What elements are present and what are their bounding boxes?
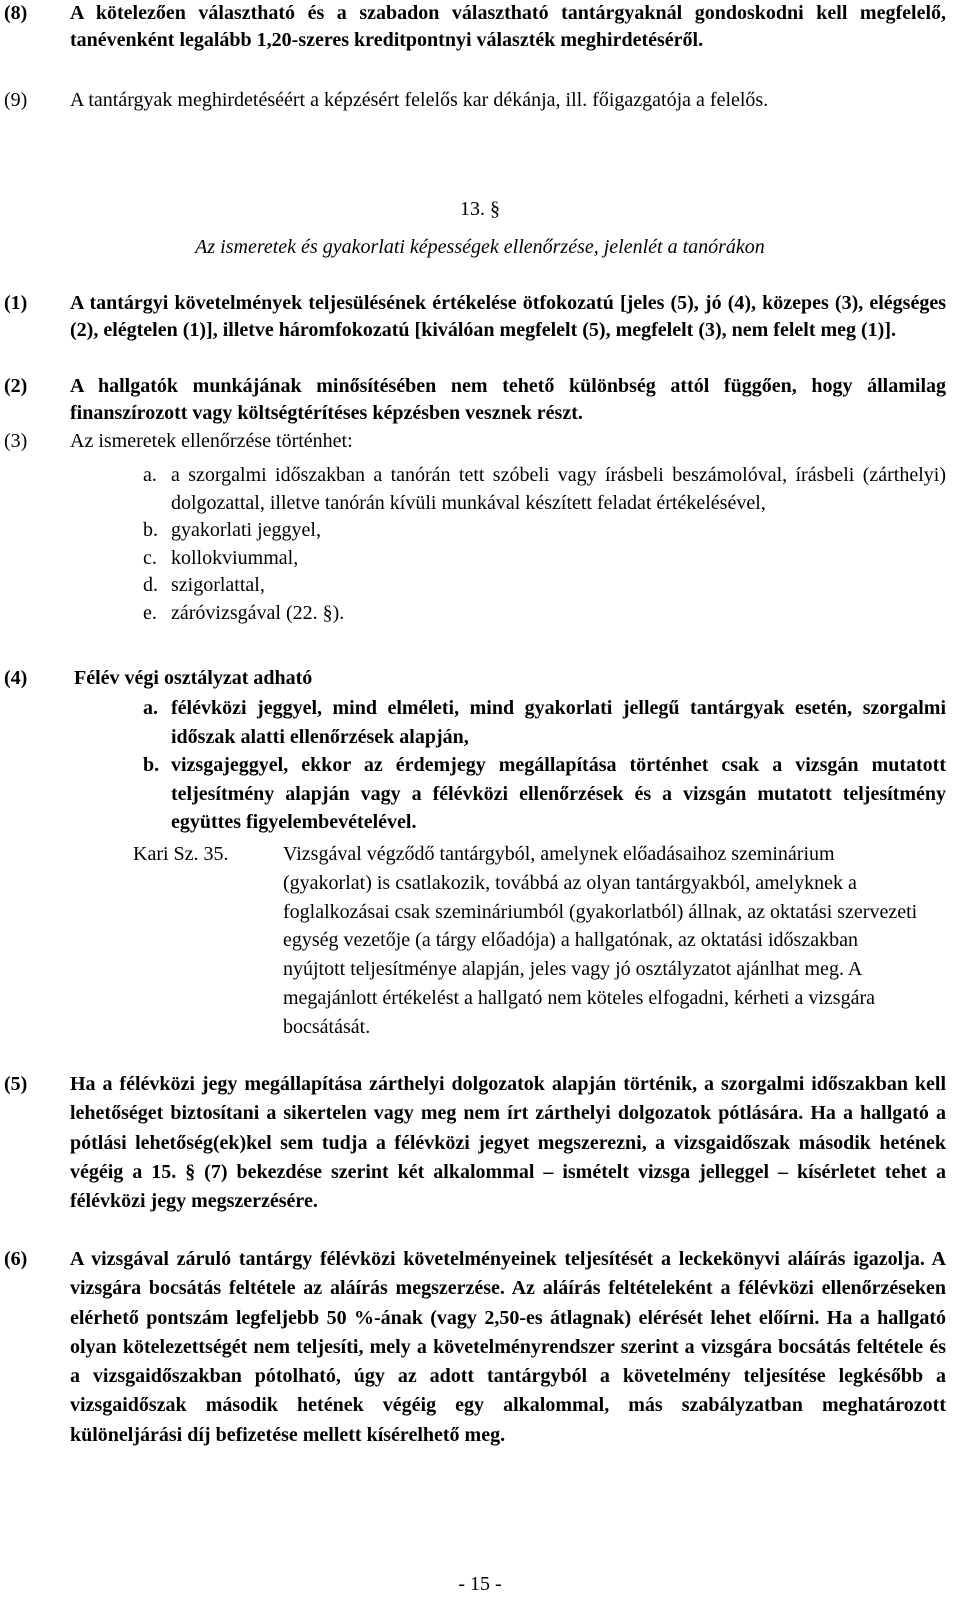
item-number: (6)	[4, 1248, 28, 1270]
paragraph-number: (9)	[4, 89, 28, 111]
paragraph-number: (8)	[4, 2, 28, 24]
paragraph-text: A tantárgyak meghirdetéséért a képzésért felelős kar dékánja, ill. főigazgatója a felelős.	[70, 89, 769, 111]
item-text: A hallgatók munkájának minősítésében nem tehető különbség attól függően, hogy államilag finanszírozott vagy költségtérítéses képzésben vesznek részt.	[70, 375, 946, 424]
item-5	[4, 1070, 946, 1216]
item-number: (4)	[4, 667, 28, 689]
note-text: Vizsgával végződő tantárgyból, amelynek előadásaihoz szeminárium (gyakorlat) is csatlakozik, továbbá az olyan tantárgyakból, amelyknek a foglalkozásai csak szemináriumból (gyakorlatból) állnak, az oktatási szervezeti egység vezetője (a tárgy előadója) a hallgatónak, az oktatási időszakban nyújtott teljesítménye alapján, jeles vagy jó osztályzatot ajánlhat meg. A megajánlott értékelést a hallgató nem köteles elfogadni, kérheti a vizsgára bocsátását.	[283, 843, 918, 1038]
item-3	[4, 428, 946, 455]
faculty-rule-note	[133, 840, 920, 1042]
note-label: Kari Sz. 35.	[133, 843, 229, 865]
list-letter: e.	[143, 601, 157, 624]
list-text: záróvizsgával (22. §).	[171, 601, 345, 624]
list-letter: a.	[143, 464, 157, 486]
list-item	[143, 572, 946, 600]
list-item	[143, 517, 946, 545]
section-heading	[0, 196, 960, 260]
paragraph-text: A kötelezően választható és a szabadon választható tantárgyaknál gondoskodni kell megfelelő, tanévenként legalább 1,20-szeres kreditpontnyi választék meghirdetéséről.	[70, 2, 946, 51]
list-letter: c.	[143, 546, 157, 569]
list-letter: b.	[143, 519, 158, 541]
list-text: gyakorlati jeggyel,	[171, 519, 321, 541]
item-number: (2)	[4, 375, 28, 397]
item-1	[4, 290, 946, 344]
list-item	[143, 462, 946, 517]
list-text: kollokviummal,	[171, 546, 299, 569]
list-item	[143, 751, 946, 837]
list-letter: b.	[143, 754, 160, 776]
list-letter: d.	[143, 574, 158, 596]
item-4	[4, 665, 946, 692]
item-3-sublist	[143, 462, 946, 627]
list-text: félévközi jeggyel, mind elméleti, mind gyakorlati jellegű tantárgyak esetén, szorgalmi időszak alatti ellenőrzések alapján,	[171, 697, 946, 748]
section-title: Az ismeretek és gyakorlati képességek ellenőrzése, jelenlét a tanórákon	[195, 236, 765, 258]
list-letter: a.	[143, 697, 158, 719]
page-number: - 15 -	[458, 1573, 502, 1595]
item-number: (3)	[4, 430, 28, 452]
item-number: (5)	[4, 1073, 28, 1095]
item-text: Félév végi osztályzat adható	[74, 667, 313, 689]
section-number: 13. §	[460, 198, 500, 220]
item-4-sublist	[143, 694, 946, 837]
list-item	[143, 694, 946, 751]
list-text: vizsgajeggyel, ekkor az érdemjegy megállapítása történhet csak a vizsgán mutatott teljesítmény alapján vagy a félévközi ellenőrzések és a vizsgán mutatott teljesítmény együttes figyelembevételével.	[171, 754, 946, 833]
list-text: a szorgalmi időszakban a tanórán tett szóbeli vagy írásbeli beszámolóval, írásbeli (zárthelyi) dolgozattal, illetve tanórán kívüli munkával készített feladat értékelésével,	[171, 464, 946, 514]
item-text: A vizsgával záruló tantárgy félévközi követelményeinek teljesítését a leckekönyvi aláírás igazolja. A vizsgára bocsátás feltétele az aláírás megszerzése. Az aláírás feltételeként a félévközi ellenőrzéseken elérhető pontszám legfeljebb 50 %-ának (vagy 2,50-es átlagnak) elérését lehet előírni. Ha a hallgató olyan kötelezettségét nem teljesíti, mely a követelményrendszer szerint a vizsgára bocsátás feltétele és a vizsgaidőszakban pótolható, úgy az adott tantárgyból a követelmény teljesítése legkésőbb a vizsgaidőszak második hetének végéig egy alkalommal, más szabályzatban meghatározott különeljárási díj befizetése mellett kísérelhető meg.	[70, 1248, 946, 1446]
item-text: Az ismeretek ellenőrzése történhet:	[70, 430, 353, 452]
item-2	[4, 373, 946, 427]
list-item	[143, 545, 946, 573]
list-text: szigorlattal,	[171, 574, 265, 596]
paragraph-8	[4, 0, 946, 54]
item-number: (1)	[4, 292, 28, 314]
item-6	[4, 1245, 946, 1450]
item-text: Ha a félévközi jegy megállapítása zárthelyi dolgozatok alapján történik, a szorgalmi időszakban kell lehetőséget biztosítani a sikertelen vagy meg nem írt zárthelyi dolgozatok pótlására. Ha a hallgató a pótlási lehetőség(ek)kel sem tudja a félévközi jegyet megszerezni, a vizsgaidőszak második hetének végéig a 15. § (7) bekezdése szerint két alkalommal – ismételt vizsga jelleggel – kísérletet tehet a félévközi jegy megszerzésére.	[70, 1073, 946, 1213]
paragraph-9	[4, 86, 946, 115]
list-item	[143, 600, 946, 628]
item-text: A tantárgyi követelmények teljesülésének értékelése ötfokozatú [jeles (5), jó (4), közepes (3), elégséges (2), elégtelen (1)], illetve háromfokozatú [kiválóan megfelelt (5), megfelelt (3), nem felelt meg (1)].	[70, 292, 946, 341]
